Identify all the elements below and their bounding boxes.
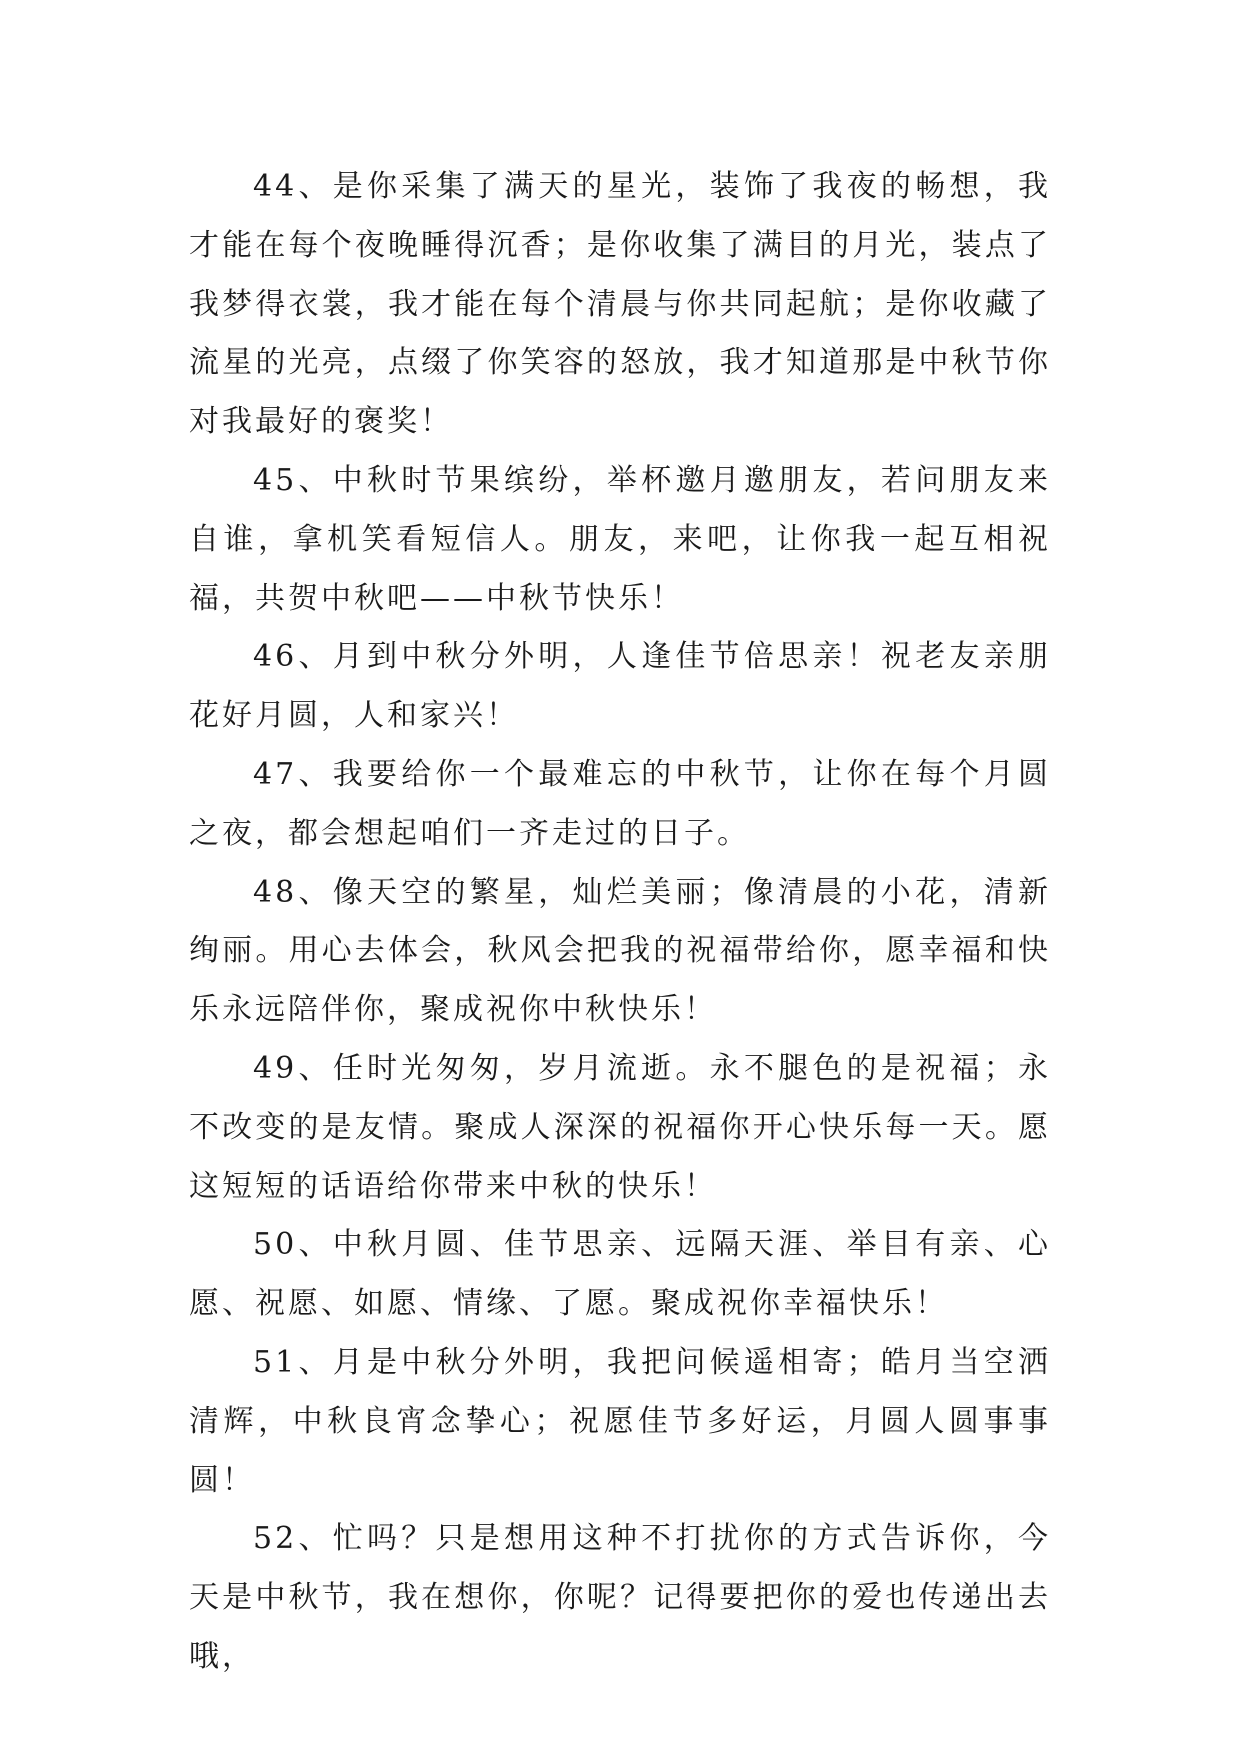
paragraph-51: 51、月是中秋分外明，我把问候遥相寄；皓月当空洒清辉，中秋良宵念挚心；祝愿佳节多好运，月圆人圆事事圆！: [189, 1344, 1051, 1498]
paragraph-46: 46、月到中秋分外明，人逢佳节倍思亲！祝老友亲朋花好月圆，人和家兴！: [189, 639, 1051, 734]
paragraph-45: 45、中秋时节果缤纷，举杯邀月邀朋友，若问朋友来自谁，拿机笑看短信人。朋友，来吧，让你我一起互相祝福，共贺中秋吧——中秋节快乐！: [189, 462, 1051, 616]
paragraph-49: 49、任时光匆匆，岁月流逝。永不腿色的是祝福；永不改变的是友情。聚成人深深的祝福你开心快乐每一天。愿这短短的话语给你带来中秋的快乐！: [189, 1050, 1051, 1204]
paragraph-47: 47、我要给你一个最难忘的中秋节，让你在每个月圆之夜，都会想起咱们一齐走过的日子。: [189, 756, 1051, 851]
paragraph-50: 50、中秋月圆、佳节思亲、远隔天涯、举目有亲、心愿、祝愿、如愿、情缘、了愿。聚成祝你幸福快乐！: [189, 1227, 1051, 1322]
paragraph-44: 44、是你采集了满天的星光，装饰了我夜的畅想，我才能在每个夜晚睡得沉香；是你收集了满目的月光，装点了我梦得衣裳，我才能在每个清晨与你共同起航；是你收藏了流星的光亮，点缀了你笑容的怒放，我才知道那是中秋节你对我最好的褒奖！: [189, 169, 1051, 440]
document-body: [189, 158, 1051, 1687]
paragraph-48: 48、像天空的繁星，灿烂美丽；像清晨的小花，清新绚丽。用心去体会，秋风会把我的祝福带给你，愿幸福和快乐永远陪伴你，聚成祝你中秋快乐！: [189, 874, 1051, 1028]
paragraph-52: 52、忙吗？只是想用这种不打扰你的方式告诉你，今天是中秋节，我在想你，你呢？记得要把你的爱也传递出去哦，: [189, 1521, 1051, 1674]
